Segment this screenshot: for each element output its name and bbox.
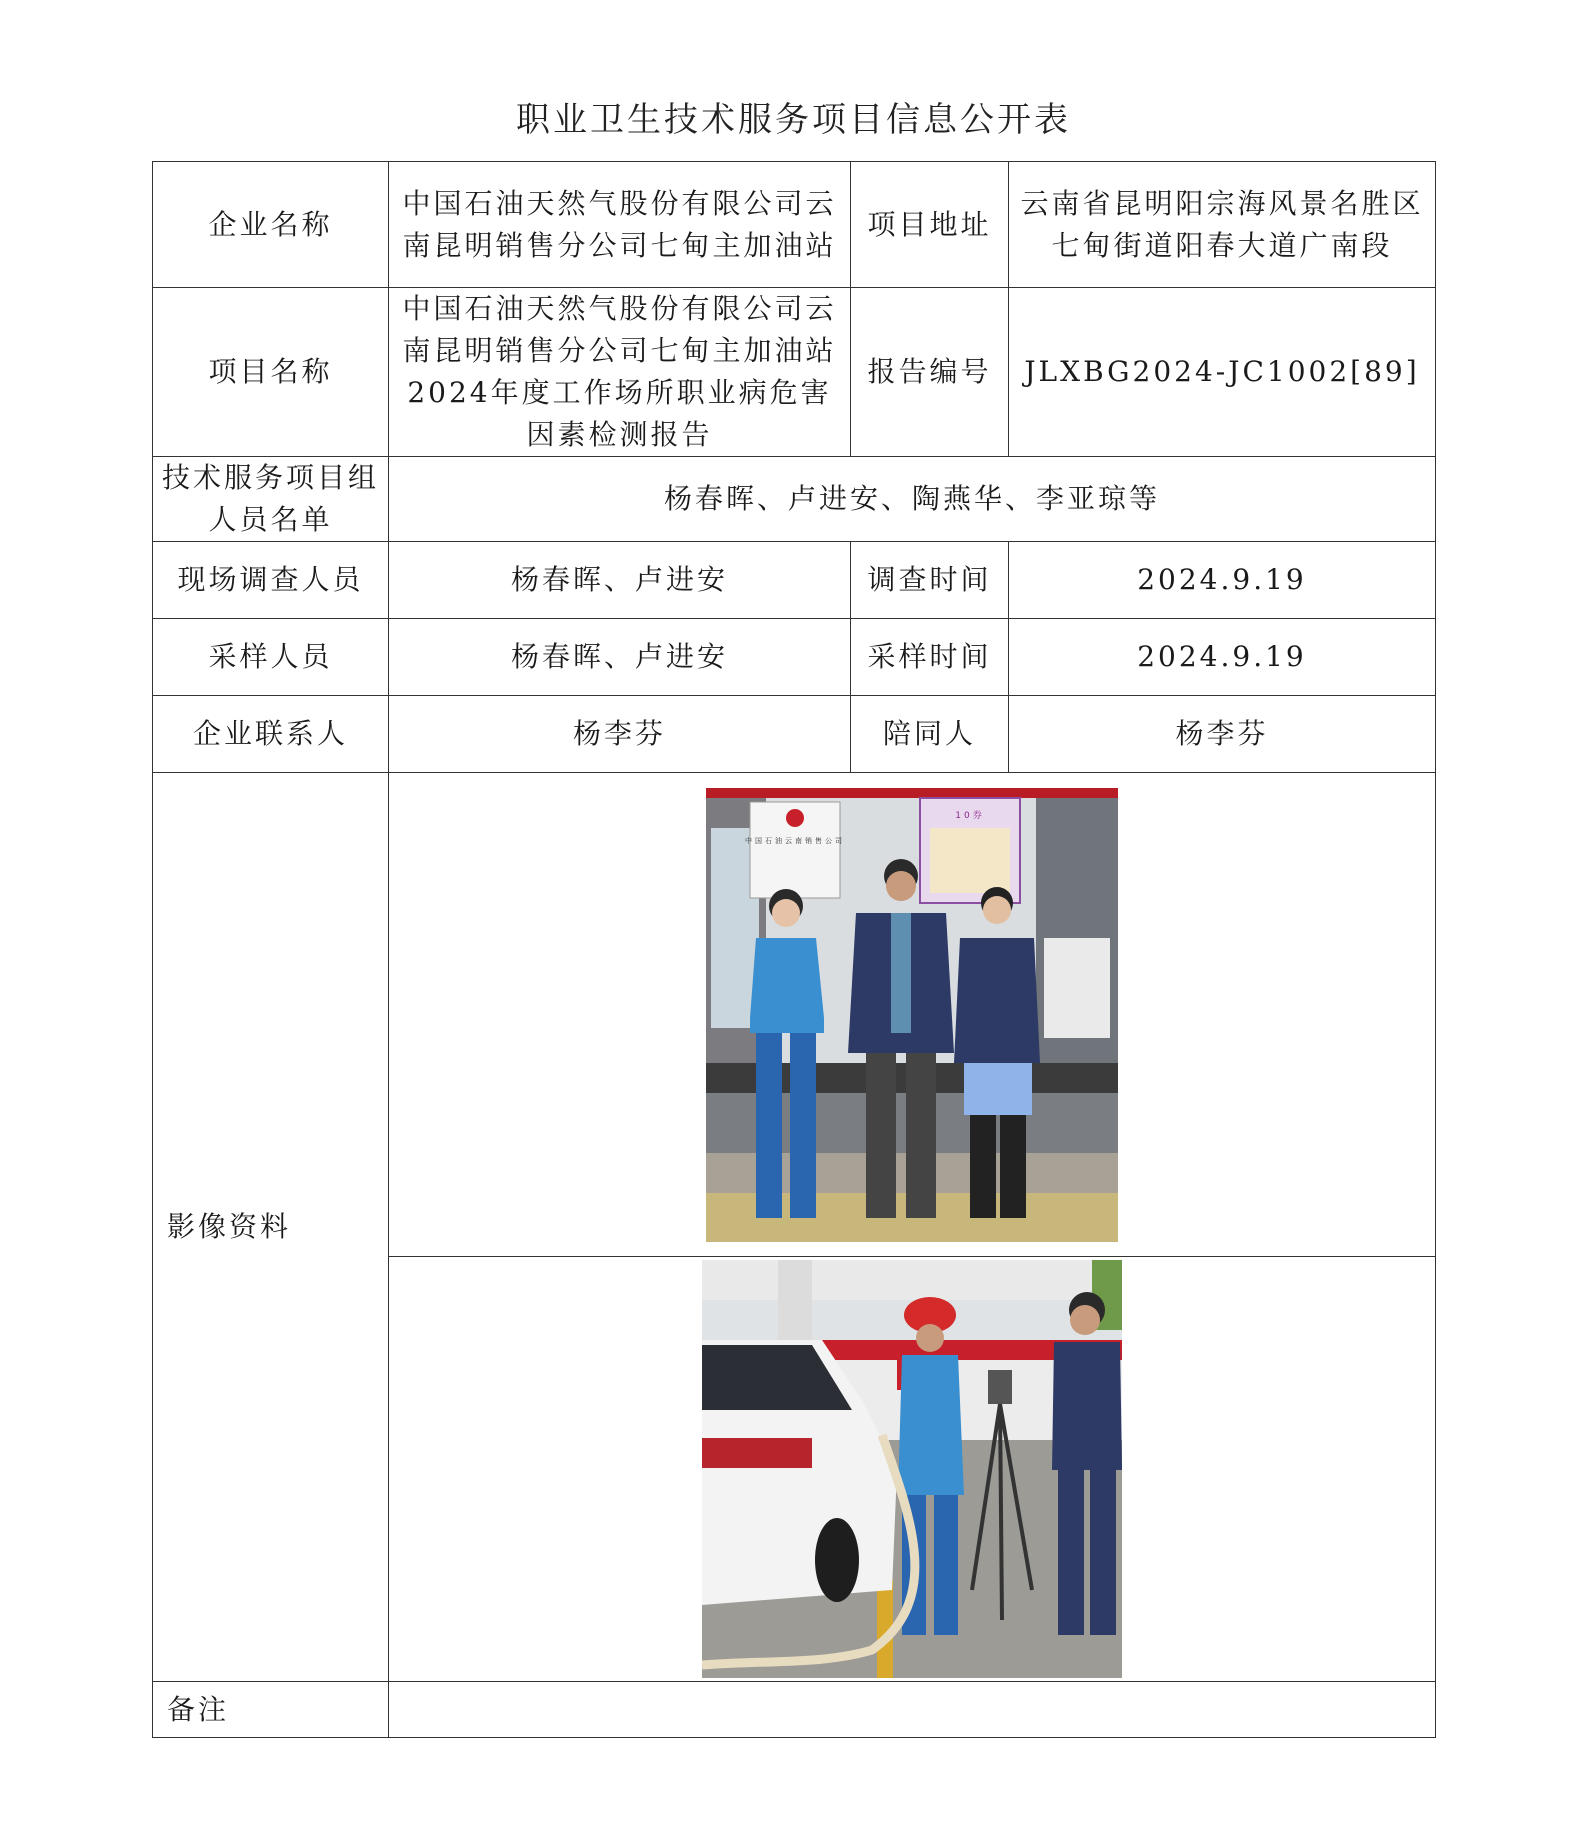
team-label: 技术服务项目组人员名单 <box>153 457 389 542</box>
project-label: 项目名称 <box>153 288 389 457</box>
photo-cell-1 <box>389 773 1436 1257</box>
info-table <box>152 161 1436 1738</box>
table-row <box>153 696 1436 773</box>
table-row <box>153 162 1436 288</box>
contact-label: 企业联系人 <box>153 696 389 773</box>
address-label: 项目地址 <box>851 162 1009 288</box>
survey-staff-value: 杨春晖、卢进安 <box>389 542 851 619</box>
report-no-value: JLXBG2024-JC1002[89] <box>1009 288 1436 457</box>
site-photo-group <box>706 788 1118 1242</box>
address-value: 云南省昆明阳宗海风景名胜区七甸街道阳春大道广南段 <box>1009 162 1436 288</box>
sampling-time-label: 采样时间 <box>851 619 1009 696</box>
team-value: 杨春晖、卢进安、陶燕华、李亚琼等 <box>389 457 1436 542</box>
company-label: 企业名称 <box>153 162 389 288</box>
survey-time-value: 2024.9.19 <box>1009 542 1436 619</box>
site-photo-refueling <box>702 1260 1122 1678</box>
sampling-staff-value: 杨春晖、卢进安 <box>389 619 851 696</box>
page-title: 职业卫生技术服务项目信息公开表 <box>516 100 1071 140</box>
table-row <box>153 619 1436 696</box>
survey-staff-label: 现场调查人员 <box>153 542 389 619</box>
project-value: 中国石油天然气股份有限公司云南昆明销售分公司七甸主加油站2024年度工作场所职业病危害因素检测报告 <box>389 288 851 457</box>
table-row <box>153 542 1436 619</box>
table-row <box>153 288 1436 457</box>
survey-time-label: 调查时间 <box>851 542 1009 619</box>
escort-label: 陪同人 <box>851 696 1009 773</box>
sampling-time-value: 2024.9.19 <box>1009 619 1436 696</box>
remarks-value <box>389 1682 1436 1738</box>
table-row <box>153 1682 1436 1738</box>
sampling-staff-label: 采样人员 <box>153 619 389 696</box>
remarks-label: 备注 <box>153 1682 389 1738</box>
company-value: 中国石油天然气股份有限公司云南昆明销售分公司七甸主加油站 <box>389 162 851 288</box>
contact-value: 杨李芬 <box>389 696 851 773</box>
photo-poster-text: 10券 <box>955 810 985 821</box>
photo-cell-2 <box>389 1257 1436 1682</box>
escort-value: 杨李芬 <box>1009 696 1436 773</box>
table-row <box>153 773 1436 1257</box>
table-row <box>153 457 1436 542</box>
images-label: 影像资料 <box>153 773 389 1682</box>
photo-sign-text: 中国石油云南销售公司 <box>745 836 845 845</box>
report-no-label: 报告编号 <box>851 288 1009 457</box>
